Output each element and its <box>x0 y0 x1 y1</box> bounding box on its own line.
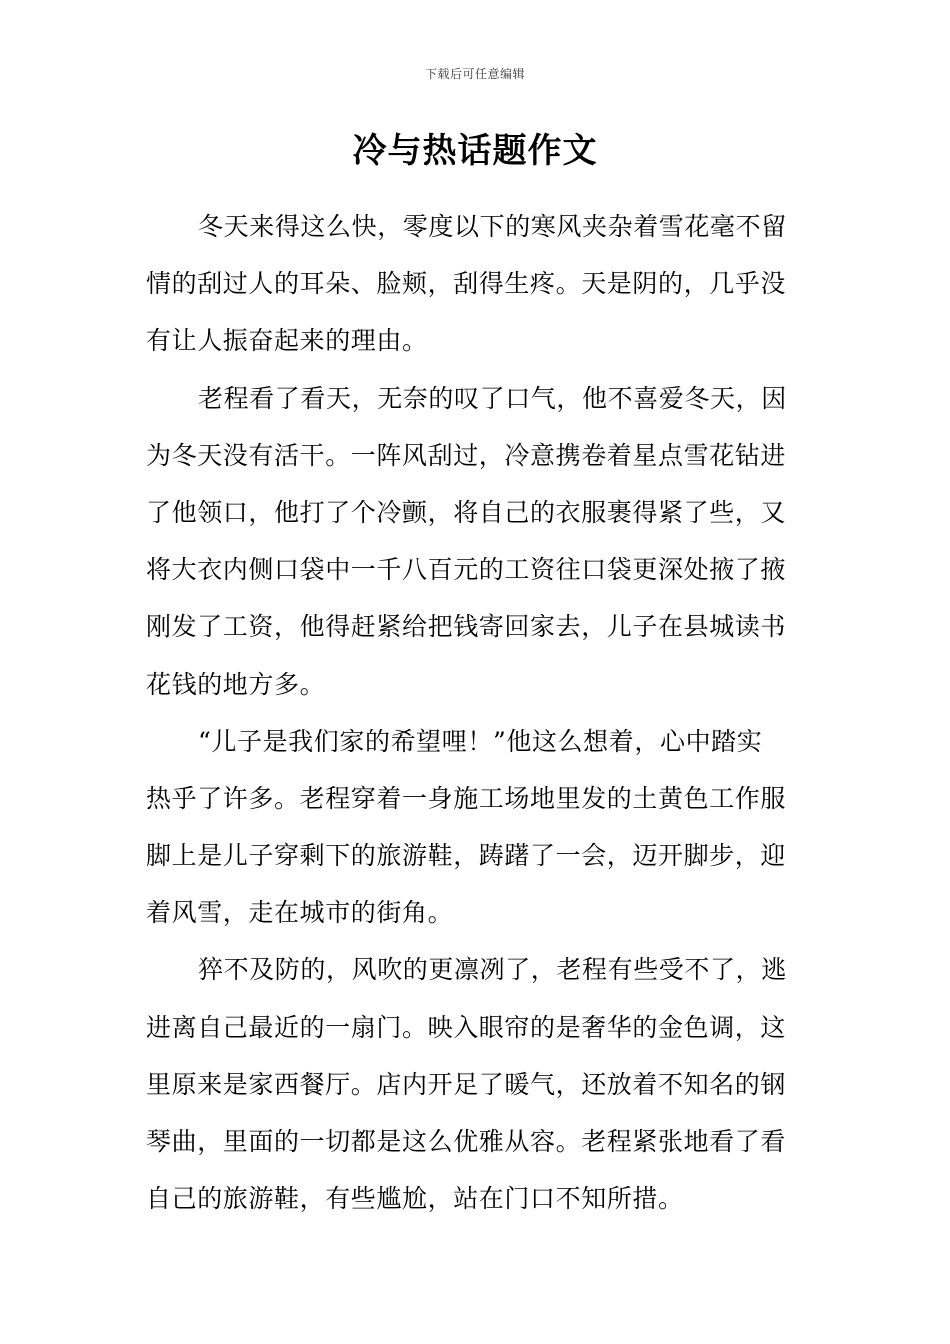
text-line: 了他领口，他打了个冷颤，将自己的衣服裹得紧了些，又 <box>146 497 787 527</box>
document-title: 冷与热话题作文 <box>352 131 598 171</box>
text-line: 热乎了许多。老程穿着一身施工场地里发的土黄色工作服 <box>146 783 787 813</box>
text-line: 将大衣内侧口袋中一千八百元的工资往口袋更深处掖了掖 <box>146 555 787 585</box>
paragraph-1 <box>146 198 806 370</box>
text-line: “儿子是我们家的希望哩！”他这么想着，心中踏实 <box>198 726 763 756</box>
header-note: 下载后可任意编辑 <box>424 67 525 81</box>
text-line: 花钱的地方多。 <box>146 669 326 699</box>
text-line: 脚上是儿子穿剩下的旅游鞋，踌躇了一会，迈开脚步，迎 <box>146 841 787 871</box>
paragraph-2 <box>146 370 806 713</box>
text-line: 里原来是家西餐厅。店内开足了暖气，还放着不知名的钢 <box>146 1069 787 1099</box>
text-line: 进离自己最近的一扇门。映入眼帘的是奢华的金色调，这 <box>146 1012 787 1042</box>
paragraph-3 <box>146 713 806 942</box>
paragraph-4 <box>146 941 806 1227</box>
text-line: 老程看了看天，无奈的叹了口气，他不喜爱冬天，因 <box>198 383 787 413</box>
text-line: 刚发了工资，他得赶紧给把钱寄回家去，儿子在县城读书 <box>146 612 787 642</box>
text-line: 为冬天没有活干。一阵风刮过，冷意携卷着星点雪花钻进 <box>146 440 787 470</box>
text-line: 自己的旅游鞋，有些尴尬，站在门口不知所措。 <box>146 1184 684 1214</box>
text-line: 有让人振奋起来的理由。 <box>146 326 428 356</box>
body-text <box>146 198 806 1227</box>
text-line: 猝不及防的，风吹的更凛冽了，老程有些受不了，逃 <box>198 955 787 985</box>
text-line: 冬天来得这么快，零度以下的寒风夹杂着雪花毫不留 <box>198 212 787 241</box>
text-line: 着风雪，走在城市的街角。 <box>146 898 454 928</box>
text-line: 情的刮过人的耳朵、脸颊，刮得生疼。天是阴的，几乎没 <box>146 269 787 299</box>
text-line: 琴曲，里面的一切都是这么优雅从容。老程紧张地看了看 <box>146 1127 787 1156</box>
